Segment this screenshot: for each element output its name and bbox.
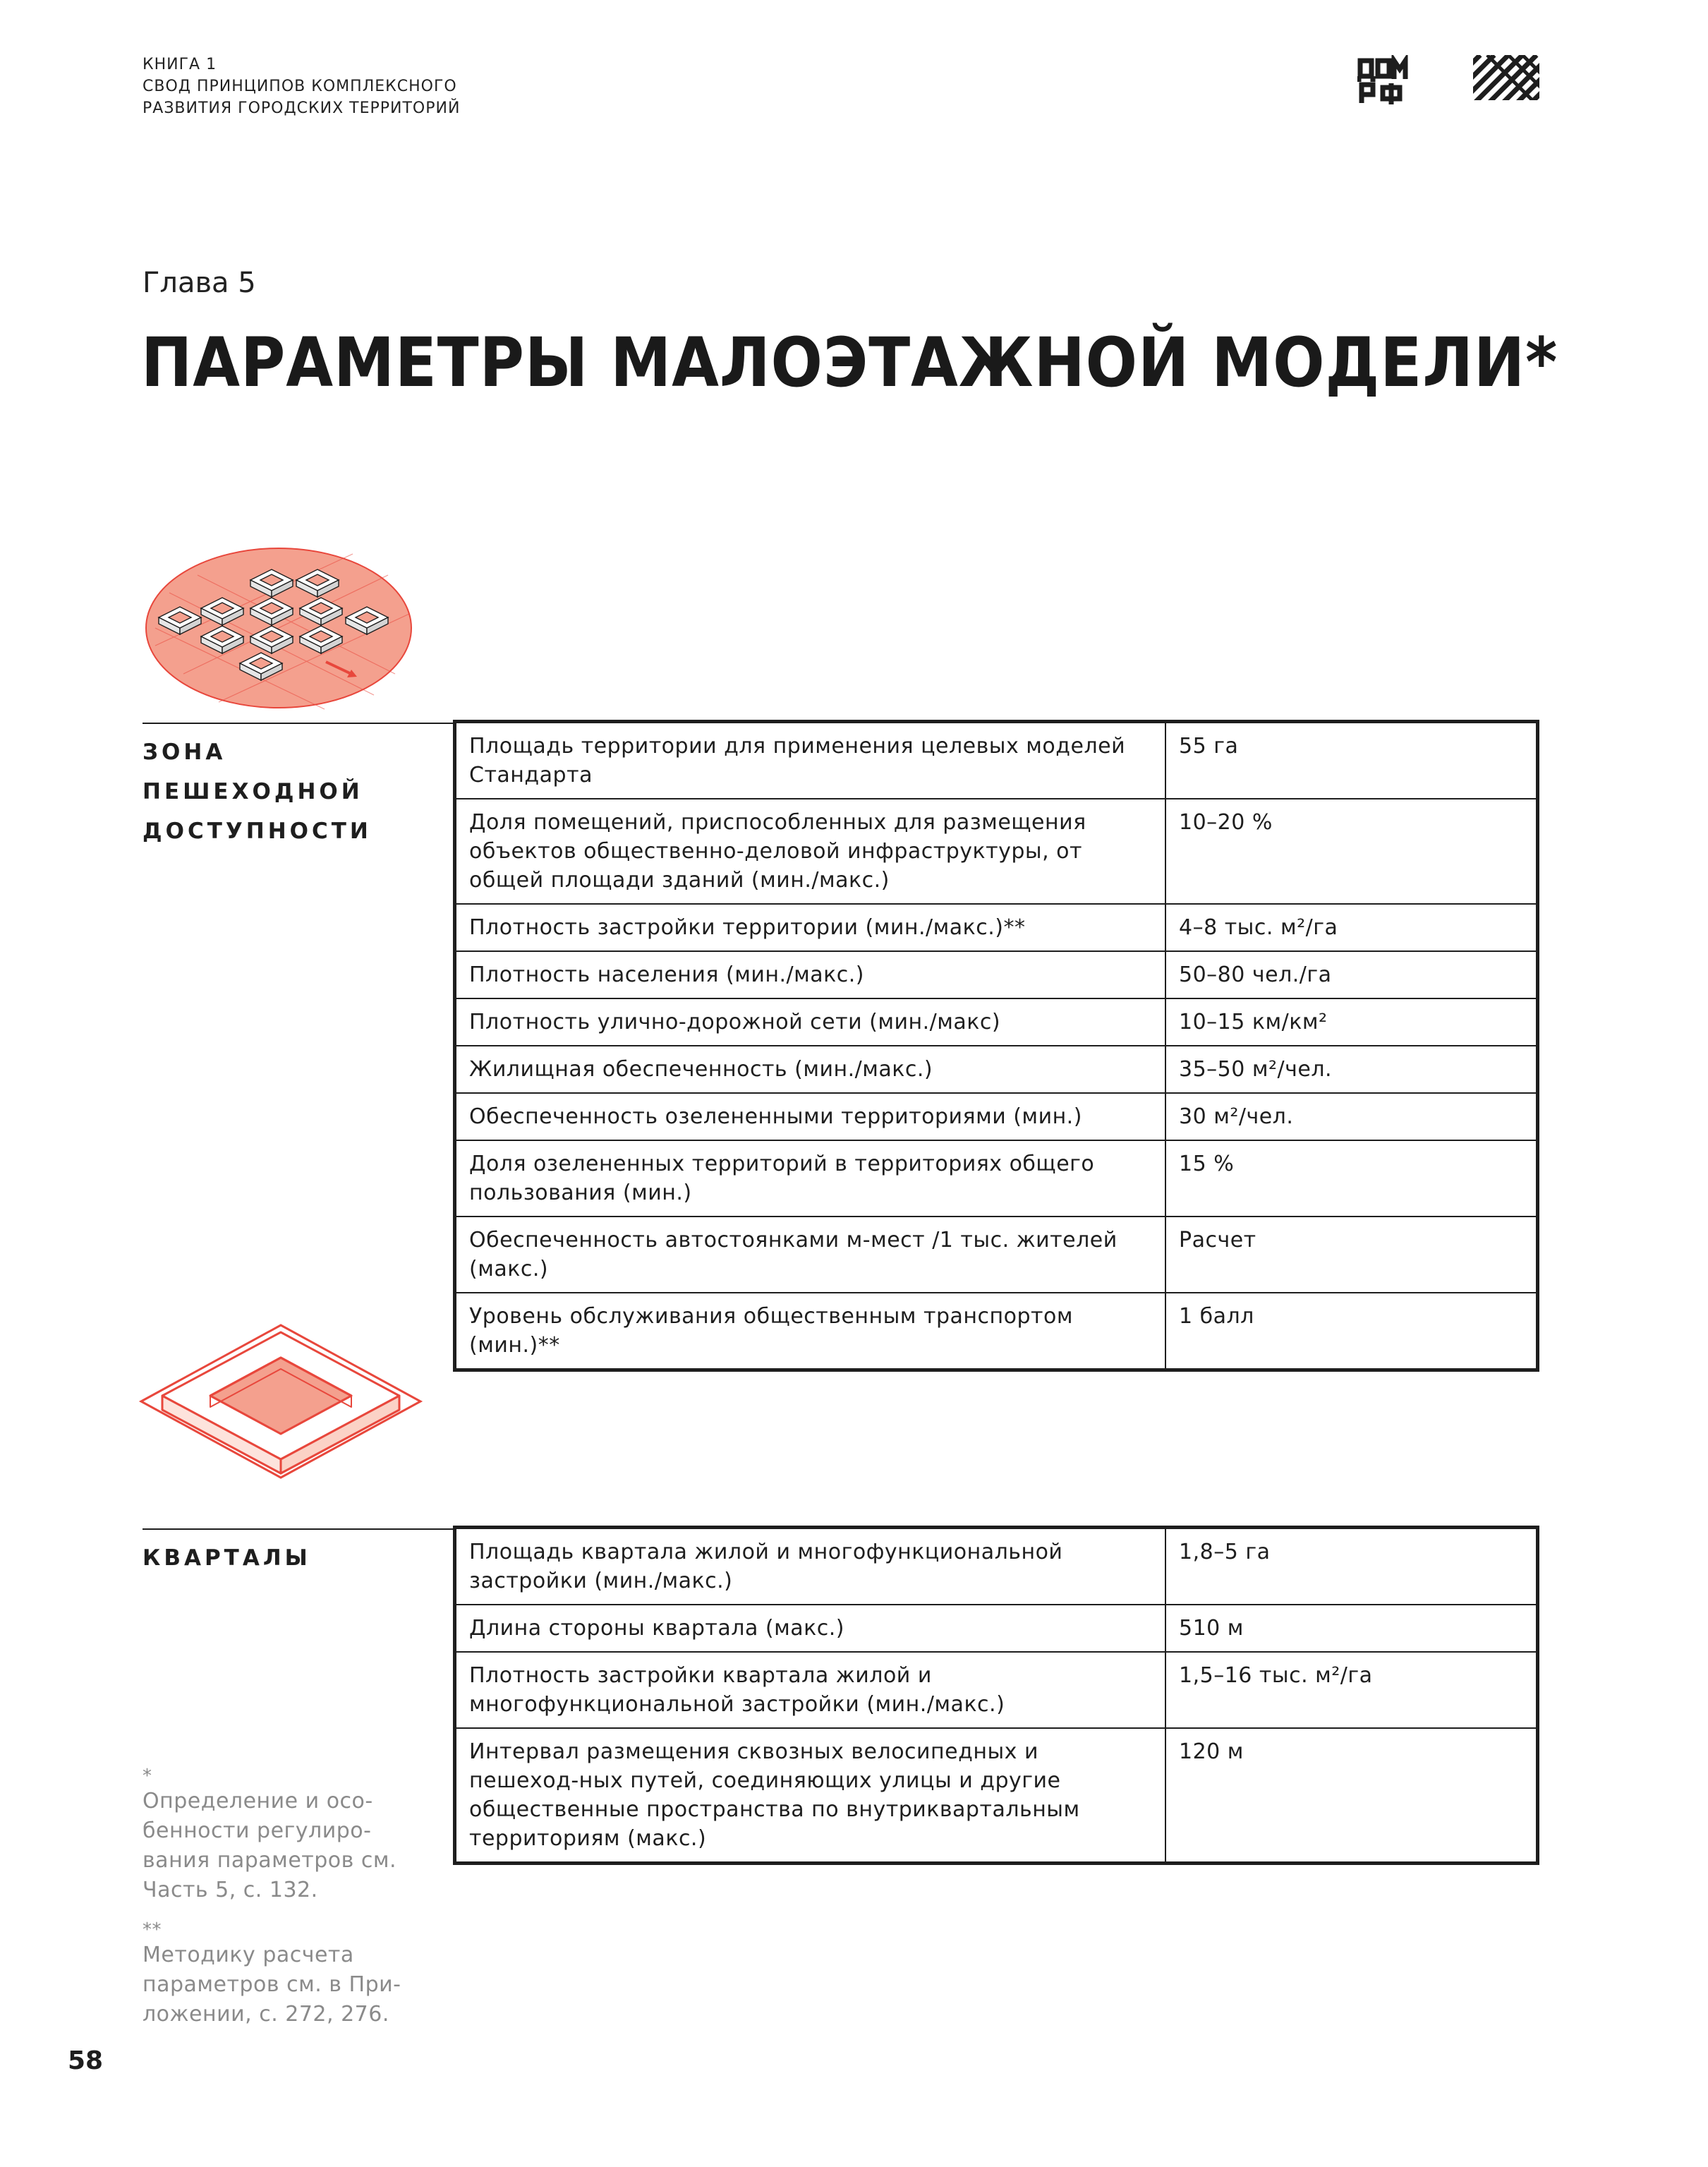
parameter-name: Интервал размещения сквозных велосипедных и пешеход-ных путей, соединяющих улицы и другие общественные пространства по внутриквартальным территориям (макс.) [455,1728,1166,1864]
parameter-name: Обеспеченность автостоянками м-мест /1 тыс. жителей (макс.) [455,1217,1166,1293]
page-number: 58 [68,2046,104,2075]
parameter-name: Площадь квартала жилой и многофункциональной застройки (мин./макс.) [455,1528,1166,1605]
parameter-value: 50–80 чел./га [1165,951,1538,998]
table-row [455,1046,1538,1093]
book-header [143,54,460,119]
section-label-blocks [143,1538,446,1578]
page-title: ПАРАМЕТРЫ МАЛОЭТАЖНОЙ МОДЕЛИ* [141,323,1558,402]
parameter-value: 120 м [1165,1728,1538,1864]
parameter-name: Плотность застройки территории (мин./макс.)** [455,904,1166,951]
section-label-line: ДОСТУПНОСТИ [143,819,372,844]
parameter-value: 30 м²/чел. [1165,1093,1538,1140]
table-row [455,1217,1538,1293]
table-row [455,1093,1538,1140]
parameter-name: Плотность населения (мин./макс.) [455,951,1166,998]
parameter-value: 1 балл [1165,1293,1538,1370]
table-row [455,998,1538,1046]
table-row [455,1728,1538,1864]
book-number: КНИГА 1 [143,56,217,73]
section-label-line: ЗОНА ПЕШЕХОДНОЙ [143,740,363,804]
table-row [455,951,1538,998]
table-row [455,1140,1538,1217]
table-row [455,1528,1538,1605]
parameter-name: Жилищная обеспеченность (мин./макс.) [455,1046,1166,1093]
section-divider-walking-zone [143,723,456,724]
table-row [455,904,1538,951]
parameter-name: Длина стороны квартала (макс.) [455,1605,1166,1652]
parameter-name: Плотность улично-дорожной сети (мин./макс) [455,998,1166,1046]
walking-zone-parameters-table [453,720,1539,1372]
parameter-value: 55 га [1165,722,1538,799]
section-label-line: КВАРТАЛЫ [143,1545,311,1571]
parameter-value: 35–50 м²/чел. [1165,1046,1538,1093]
parameter-value: 10–20 % [1165,799,1538,904]
walking-zone-illustration [141,543,416,713]
parameter-name: Площадь территории для применения целевых моделей Стандарта [455,722,1166,799]
parameter-value: 4–8 тыс. м²/га [1165,904,1538,951]
city-block-illustration [138,1314,423,1490]
footnote-mark: ** [143,1919,162,1940]
parameter-value: Расчет [1165,1217,1538,1293]
dom-rf-logo [1357,55,1411,106]
book-title-line-2: РАЗВИТИЯ ГОРОДСКИХ ТЕРРИТОРИЙ [143,99,461,117]
footnote-text: Методику расчета параметров см. в При-ложении, с. 272, 276. [143,1943,401,2027]
table-row [455,1605,1538,1652]
parameter-value: 15 % [1165,1140,1538,1217]
section-divider-blocks [143,1528,456,1530]
book-title-line-1: СВОД ПРИНЦИПОВ КОМПЛЕКСНОГО [143,78,457,95]
chapter-label: Глава 5 [143,267,256,299]
table-row [455,1293,1538,1370]
table-row [455,799,1538,904]
parameter-value: 1,5–16 тыс. м²/га [1165,1652,1538,1728]
footnote-mark: * [143,1765,152,1787]
pattern-logo [1473,55,1539,100]
section-label-walking-zone [143,732,446,851]
parameter-value: 10–15 км/км² [1165,998,1538,1046]
parameter-value: 1,8–5 га [1165,1528,1538,1605]
parameter-value: 510 м [1165,1605,1538,1652]
footnotes [143,1761,425,2029]
parameter-name: Уровень обслуживания общественным транспортом (мин.)** [455,1293,1166,1370]
table-row [455,1652,1538,1728]
parameter-name: Плотность застройки квартала жилой и многофункциональной застройки (мин./макс.) [455,1652,1166,1728]
table-row [455,722,1538,799]
parameter-name: Обеспеченность озелененными территориями (мин.) [455,1093,1166,1140]
parameter-name: Доля помещений, приспособленных для размещения объектов общественно-деловой инфраструктуры, от общей площади зданий (мин./макс.) [455,799,1166,904]
blocks-parameters-table [453,1526,1539,1865]
parameter-name: Доля озелененных территорий в территориях общего пользования (мин.) [455,1140,1166,1217]
footnote-text: Определение и осо-бенности регулиро-вания параметров см. Часть 5, с. 132. [143,1789,397,1902]
